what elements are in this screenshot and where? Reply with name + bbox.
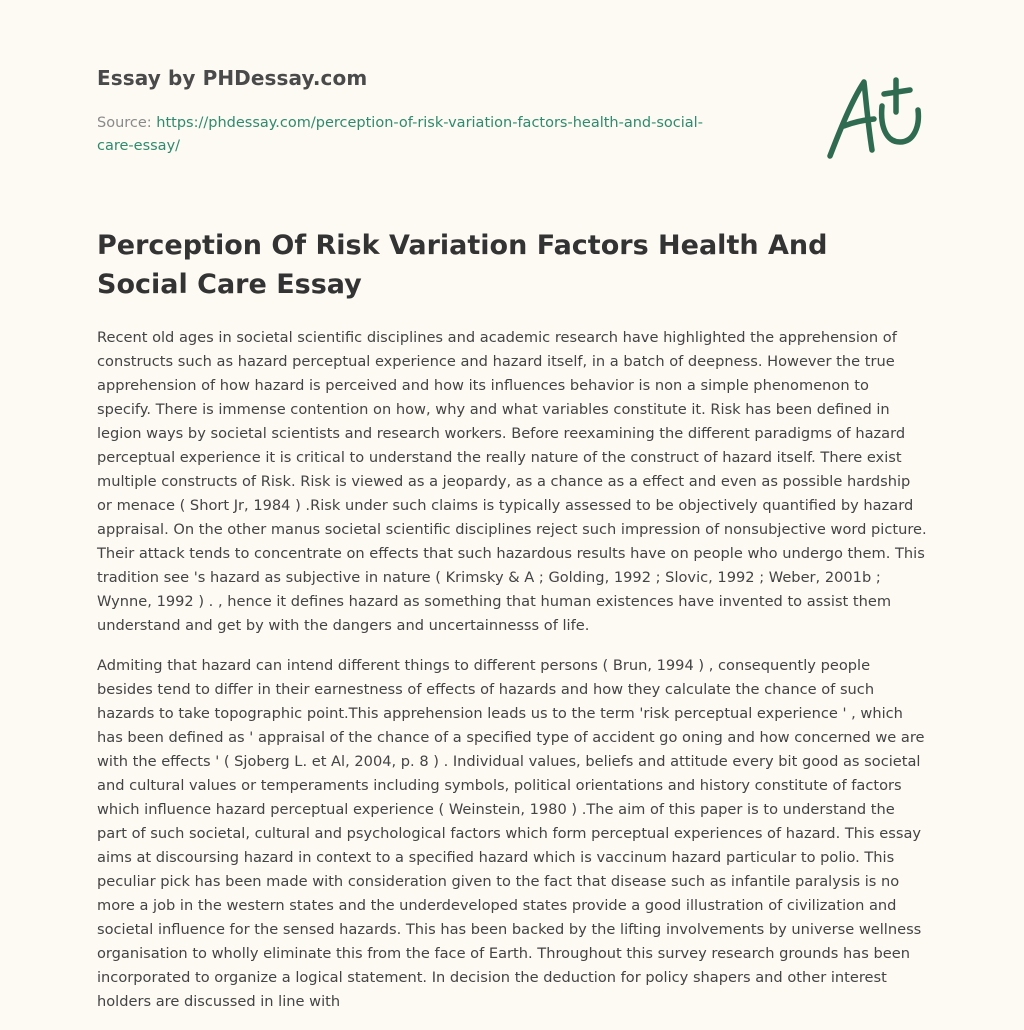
source-label: Source:: [97, 115, 157, 131]
source-link[interactable]: https://phdessay.com/perception-of-risk-variation-factors-health-and-social-care-essay/: [97, 115, 703, 154]
essay-paragraph: Recent old ages in societal scientific disciplines and academic research have highlighted the apprehension of constructs such as hazard perceptual experience and hazard itself, in a batch of deepness. However the true apprehension of how hazard is perceived and how its influences behavior is non a simple phenomenon to specify. There is immense contention on how, why and what variables constitute it. Risk has been defined in legion ways by societal scientists and research workers. Before reexamining the different paradigms of hazard perceptual experience it is critical to understand the really nature of the construct of hazard itself. There exist multiple constructs of Risk. Risk is viewed as a jeopardy, as a chance as a effect and even as possible hardship or menace ( Short Jr, 1984 ) .Risk under such claims is typically assessed to be objectively quantified by hazard appraisal. On the other manus societal scientific disciplines reject such impression of nonsubjective word picture. Their attack tends to concentrate on effects that such hazardous results have on people who undergo them. This tradition see 's hazard as subjective in nature ( Krimsky & A ; Golding, 1992 ; Slovic, 1992 ; Weber, 2001b ; Wynne, 1992 ) . , hence it defines hazard as something that human existences have invented to assist them understand and get by with the dangers and uncertainnesss of life.: [97, 329, 927, 634]
a-plus-logo-icon: [826, 70, 926, 162]
source-line: [97, 112, 737, 158]
site-title: Essay by PHDessay.com: [97, 66, 368, 90]
essay-body: [97, 326, 927, 1030]
essay-title: Perception Of Risk Variation Factors Health And Social Care Essay: [97, 230, 828, 300]
essay-paragraph: Admiting that hazard can intend different things to different persons ( Brun, 1994 ) , consequently people besides tend to differ in their earnestness of effects of hazards and how they calculate the chance of such hazards to take topographic point.This apprehension leads us to the term 'risk perceptual experience ' , which has been defined as ' appraisal of the chance of a specified type of accident go oning and how concerned we are with the effects ' ( Sjoberg L. et Al, 2004, p. 8 ) . Individual values, beliefs and attitude every bit good as societal and cultural values or temperaments including symbols, political orientations and history constitute of factors which influence hazard perceptual experience ( Weinstein, 1980 ) .The aim of this paper is to understand the part of such societal, cultural and psychological factors which form perceptual experiences of hazard. This essay aims at discoursing hazard in context to a specified hazard which is vaccinum hazard particular to polio. This peculiar pick has been made with consideration given to the fact that disease such as infantile paralysis is no more a job in the western states and the underdeveloped states provide a good illustration of civilization and societal influence for the sensed hazards. This has been backed by the lifting involvements by universe wellness organisation to wholly eliminate this from the face of Earth. Throughout this survey research grounds has been incorporated to organize a logical statement. In decision the deduction for policy shapers and other interest holders are discussed in line with: [97, 657, 925, 1010]
